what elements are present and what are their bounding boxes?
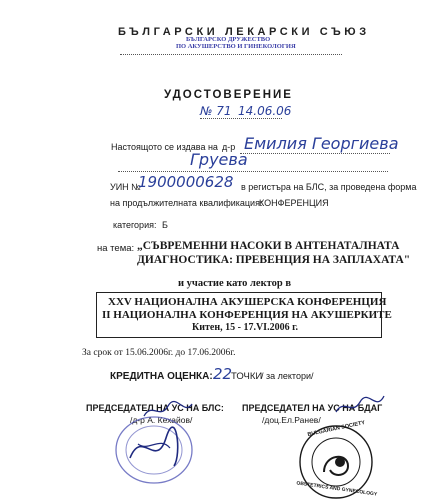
number-date-rule [200,118,282,119]
participation-text: и участие като лектор в [178,278,292,289]
right-seal-ring-top: BULGARIAN SOCIETY [307,419,366,439]
left-signature [140,398,196,422]
uin-value: 1900000628 [138,173,234,191]
recipient-name-rule2 [118,171,388,172]
category-label: категория: [113,220,157,230]
credits-note: / за лектори/ [261,371,314,381]
recipient-prefix: д-р [222,142,236,152]
category-value: Б [162,220,168,230]
qualification-value: КОНФЕРЕНЦИЯ [259,198,329,208]
recipient-name-rule1 [240,153,390,154]
recipient-name-line2: Груева [190,150,248,169]
conference-line1: XXV НАЦИОНАЛНА АКУШЕРСКА КОНФЕРЕНЦИЯ [108,296,387,308]
uin-label: УИН № [110,182,141,192]
qualification-label: на продължителната квалификация: [110,198,263,208]
topic-line2: ДИАГНОСТИКА: ПРЕВЕНЦИЯ НА ЗАПЛАХАТА" [137,254,411,266]
right-signatory-name: /доц.Ел.Ранев/ [262,415,321,425]
left-signatory-name: /д-р А. Кехайов/ [130,415,193,425]
right-seal-ring-bottom: OBSTETRICS AND GYNECOLOGY [295,480,378,498]
credits-label: КРЕДИТНА ОЦЕНКА: [110,371,213,382]
credits-value: 22 [213,365,233,383]
society-stamp-line2: ПО АКУШЕРСТВО И ГИНЕКОЛОГИЯ [176,43,296,50]
uin-registry-text: в регистъра на БЛС, за проведена форма [241,182,417,192]
certificate-date: 14.06.06 [238,104,292,118]
topic-label: на тема: [97,243,135,254]
credits-unit: ТОЧКИ [231,371,263,382]
topic-line1: „СЪВРЕМЕННИ НАСОКИ В АНТЕНАТАЛНАТА [137,240,400,252]
conference-line3: Китен, 15 - 17.VI.2006 г. [192,322,298,333]
header-rule [120,54,342,55]
society-stamp-line1: БЪЛГАРСКО ДРУЖЕСТВО [186,36,271,43]
conference-line2: II НАЦИОНАЛНА КОНФЕРЕНЦИЯ НА АКУШЕРКИТЕ [102,309,392,321]
certificate-title: УДОСТОВЕРЕНИЕ [164,89,293,101]
recipient-name-line1: Емилия Георгиева [244,134,399,153]
right-signatory-title: ПРЕДСЕДАТЕЛ НА УС НА БДАГ [242,403,383,413]
issued-to-label: Настоящото се издава на [111,142,218,152]
right-signature [330,392,390,420]
validity-term: За срок от 15.06.2006г. до 17.06.2006г. [82,348,236,358]
certificate-number: № 71 [200,104,232,118]
left-signatory-title: ПРЕДСЕДАТЕЛ НА УС НА БЛС: [86,403,224,413]
organization-name: БЪЛГАРСКИ ЛЕКАРСКИ СЪЮЗ [118,26,370,38]
